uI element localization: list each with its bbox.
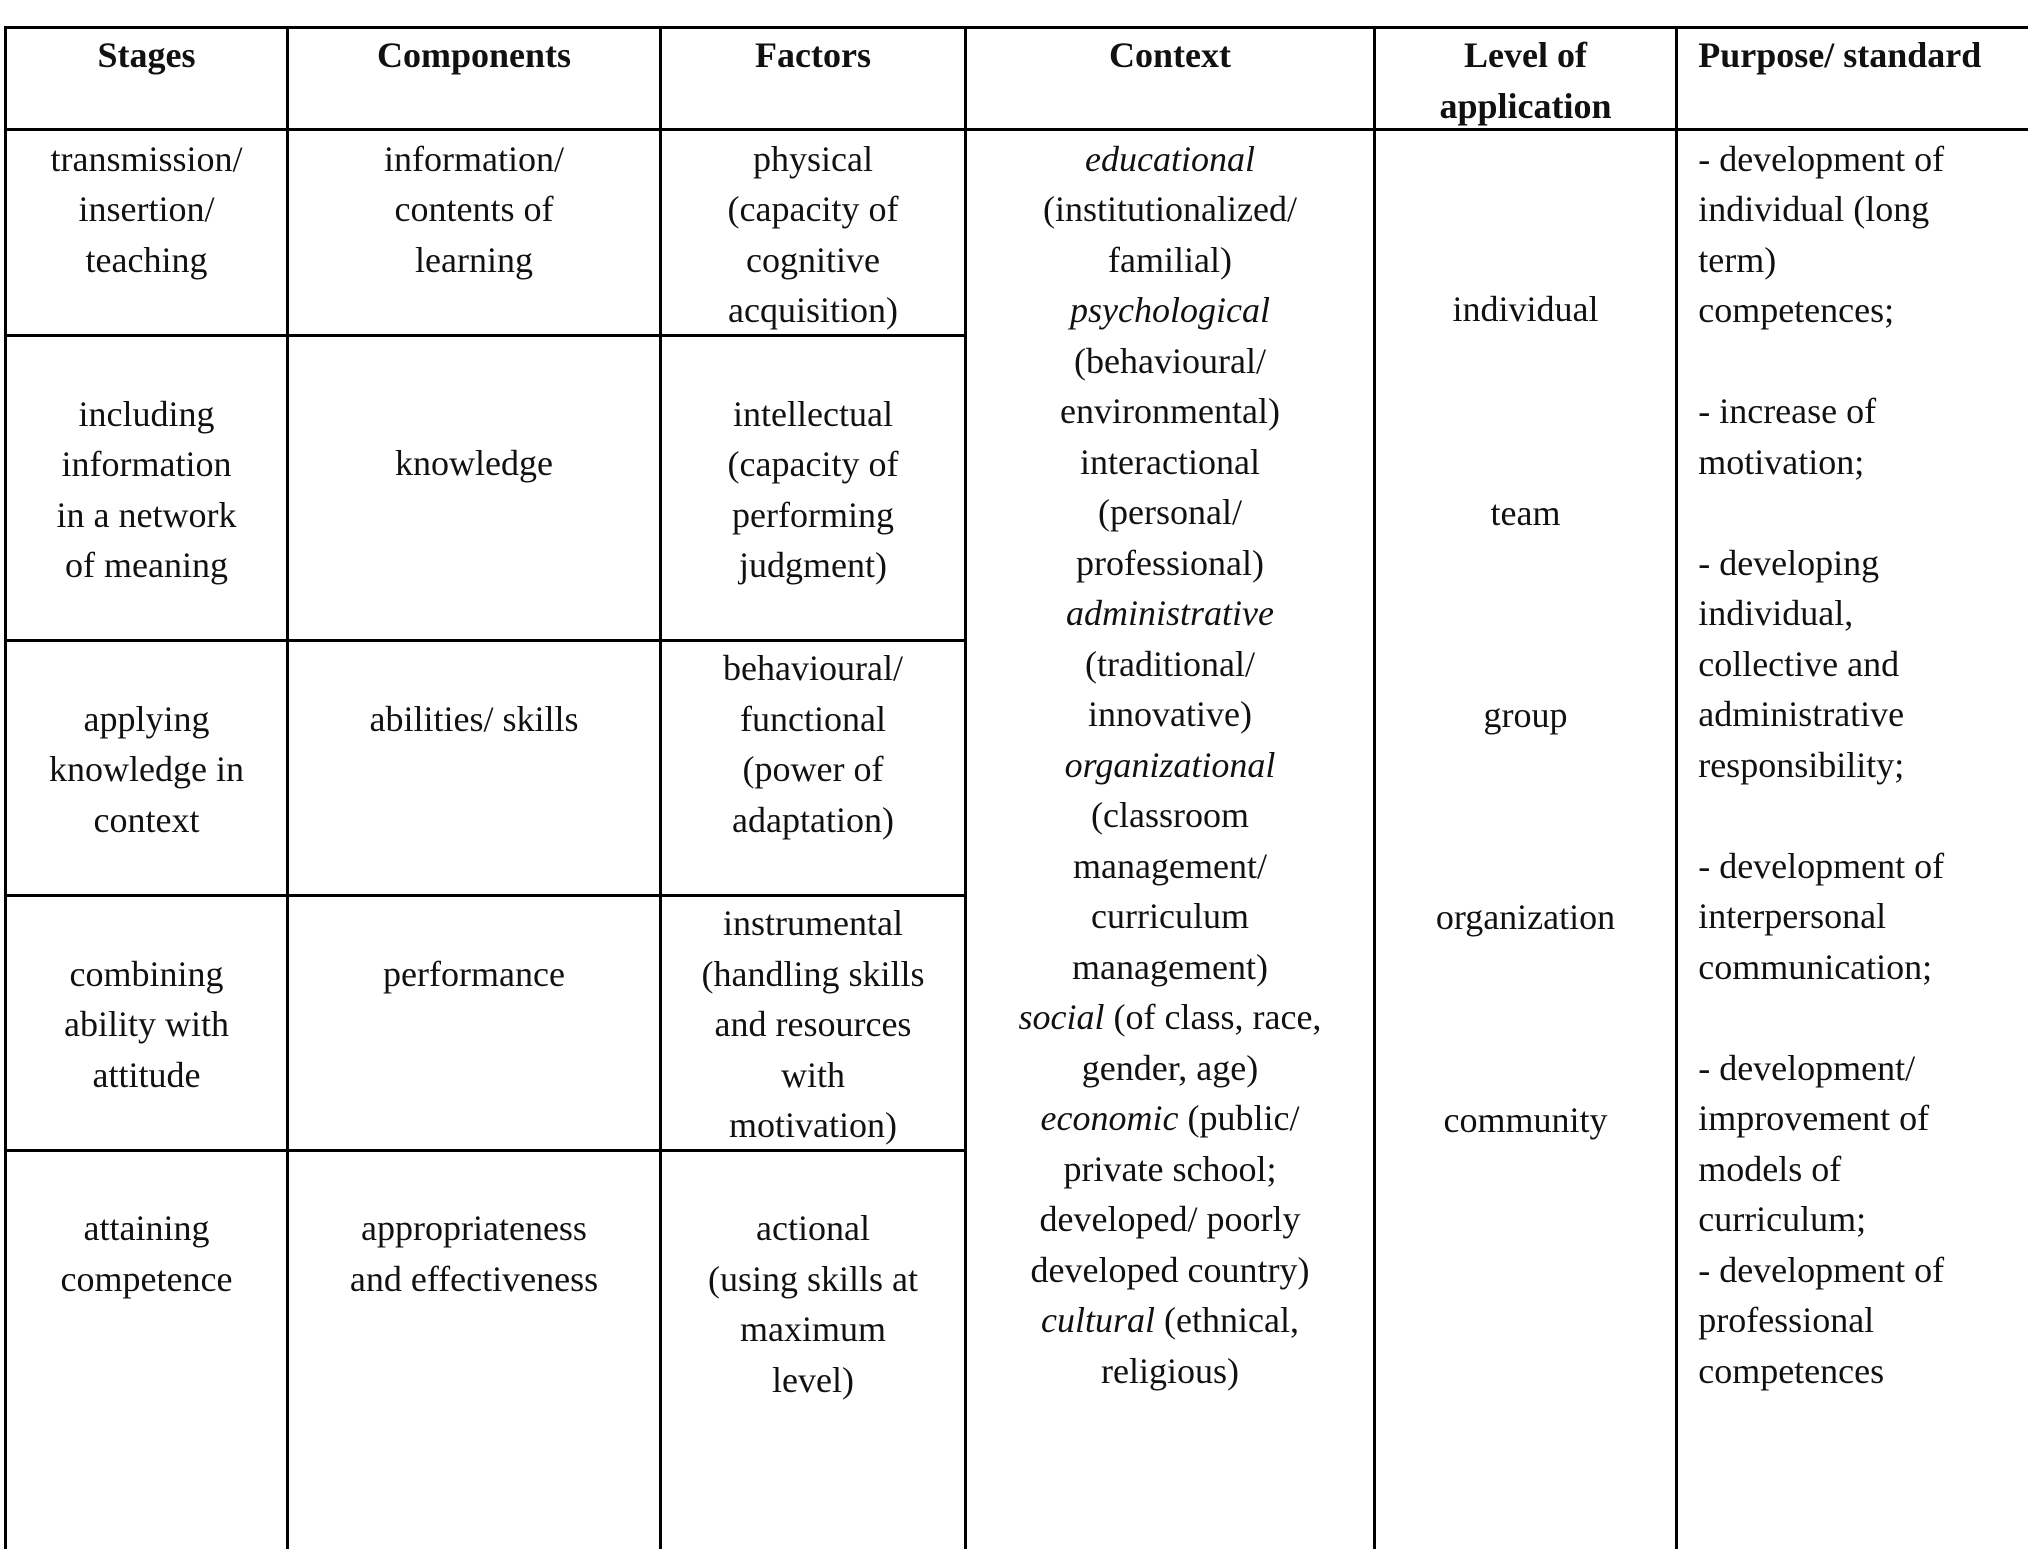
cell-text-line: appropriateness: [361, 1208, 587, 1249]
context-detail: (institutionalized/: [1043, 189, 1297, 230]
component-cell: [289, 1203, 659, 1304]
cell-text-line: interpersonal: [1698, 896, 1887, 937]
stage-cell: [7, 949, 286, 1101]
context-category: economic: [1040, 1098, 1179, 1139]
context-line: [967, 487, 1373, 538]
cell-text-line: Context: [1109, 35, 1231, 76]
cell-text-line: competences;: [1698, 290, 1895, 331]
context-detail: familial): [1108, 239, 1232, 280]
context-detail: religious): [1101, 1350, 1239, 1391]
cell-text-line: knowledge: [395, 442, 553, 483]
context-line: [967, 1144, 1373, 1195]
level-item: organization: [1435, 896, 1616, 937]
context-line: [967, 891, 1373, 942]
cell-text-line: physical: [753, 138, 873, 179]
cell-text-line: application: [1439, 85, 1612, 126]
context-line: [967, 1043, 1373, 1094]
context-detail: (behavioural/: [1074, 340, 1266, 381]
cell-text-line: contents of: [394, 189, 554, 230]
context-detail: (of class, race,: [1104, 997, 1322, 1038]
cell-text-line: Factors: [755, 35, 871, 76]
context-detail: (classroom: [1091, 795, 1249, 836]
level-item: community: [1443, 1099, 1608, 1140]
cell-text-line: competence: [60, 1258, 233, 1299]
cell-text-line: individual (long: [1698, 189, 1930, 230]
cell-text-line: [1698, 336, 2028, 387]
context-line: [967, 588, 1373, 639]
cell-text-line: competences: [1698, 1350, 1885, 1391]
cell-text-line: - developing: [1698, 542, 1880, 583]
context-line: [967, 235, 1373, 286]
factor-cell: [662, 389, 964, 591]
cell-text-line: motivation): [729, 1105, 897, 1146]
context-line: [967, 1194, 1373, 1245]
context-detail: environmental): [1060, 391, 1280, 432]
cell-text-line: actional: [756, 1208, 870, 1249]
component-cell: [289, 949, 659, 1000]
cell-text-line: adaptation): [732, 799, 894, 840]
cell-text-line: (capacity of: [727, 189, 899, 230]
context-line: [967, 285, 1373, 336]
stage-cell: [7, 389, 286, 591]
cell-text-line: information: [61, 444, 232, 485]
factor-cell: [662, 134, 964, 336]
context-line: [967, 689, 1373, 740]
context-line: [967, 1245, 1373, 1296]
context-category: organizational: [1064, 744, 1276, 785]
context-line: [967, 639, 1373, 690]
cell-text-line: responsibility;: [1698, 744, 1905, 785]
context-detail: gender, age): [1081, 1047, 1259, 1088]
cell-text-line: and effectiveness: [349, 1258, 599, 1299]
context-line: [967, 538, 1373, 589]
component-cell: [289, 134, 659, 286]
cell-text-line: (power of: [742, 749, 884, 790]
cell-text-line: Level of: [1464, 35, 1587, 76]
context-detail: developed country): [1030, 1249, 1310, 1290]
context-detail: (ethnical,: [1155, 1300, 1299, 1341]
cell-text-line: Components: [376, 35, 572, 76]
cell-text-line: ability with: [64, 1004, 229, 1045]
level-item: team: [1490, 493, 1561, 534]
context-category: social: [1018, 997, 1105, 1038]
context-detail: curriculum: [1091, 896, 1249, 937]
context-line: [967, 134, 1373, 185]
cell-text-line: improvement of: [1698, 1098, 1930, 1139]
context-line: [967, 841, 1373, 892]
cell-text-line: and resources: [714, 1004, 912, 1045]
context-line: [967, 740, 1373, 791]
cell-text-line: functional: [740, 698, 886, 739]
context-line: [967, 184, 1373, 235]
cell-text-line: judgment): [739, 545, 887, 586]
stage-cell: [7, 1203, 286, 1304]
context-line: [967, 1295, 1373, 1346]
cell-text-line: curriculum;: [1698, 1199, 1867, 1240]
cell-text-line: [1698, 487, 2028, 538]
cell-text-line: context: [93, 799, 200, 840]
cell-text-line: Stages: [97, 35, 196, 76]
context-line: [967, 942, 1373, 993]
context-line: [967, 437, 1373, 488]
cell-text-line: [1698, 790, 2028, 841]
cell-text-line: term): [1698, 239, 1777, 280]
cell-text-line: in a network: [56, 494, 237, 535]
component-cell: [289, 694, 659, 745]
context-category: administrative: [1066, 593, 1274, 634]
stage-cell: [7, 134, 286, 286]
header-bottom-border: [5, 128, 2028, 131]
cell-text-line: - development of: [1698, 138, 1945, 179]
context-category: educational: [1085, 138, 1255, 179]
cell-text-line: Purpose/ standard: [1698, 35, 1982, 76]
context-line: [967, 790, 1373, 841]
component-cell: [289, 438, 659, 489]
context-line: [967, 1346, 1373, 1397]
cell-text-line: including: [78, 393, 215, 434]
context-category: psychological: [1070, 290, 1270, 331]
cell-text-line: learning: [415, 239, 533, 280]
context-detail: management/: [1073, 845, 1267, 886]
context-detail: professional): [1076, 542, 1264, 583]
cell-text-line: combining: [69, 953, 224, 994]
cell-text-line: collective and: [1698, 643, 1900, 684]
context-detail: interactional: [1080, 441, 1260, 482]
row-divider: [5, 639, 967, 642]
column-divider: [1675, 26, 1678, 1549]
context-detail: management): [1072, 946, 1268, 987]
cell-text-line: - increase of: [1698, 391, 1877, 432]
context-line: [967, 386, 1373, 437]
cell-text-line: (using skills at: [707, 1258, 918, 1299]
context-detail: private school;: [1063, 1148, 1277, 1189]
context-detail: innovative): [1088, 694, 1252, 735]
cell-text-line: performing: [732, 494, 894, 535]
cell-text-line: maximum: [740, 1309, 886, 1350]
context-detail: (public/: [1178, 1098, 1300, 1139]
cell-text-line: insertion/: [78, 189, 215, 230]
cell-text-line: instrumental: [723, 903, 903, 944]
cell-text-line: intellectual: [733, 393, 893, 434]
stage-cell: [7, 694, 286, 846]
level-item: individual: [1452, 288, 1599, 329]
cell-text-line: information/: [384, 138, 564, 179]
header-components: [289, 30, 659, 81]
cell-text-line: transmission/: [50, 138, 243, 179]
cell-text-line: (capacity of: [727, 444, 899, 485]
level-item: group: [1483, 695, 1568, 735]
factor-cell: [662, 898, 964, 1151]
cell-text-line: models of: [1698, 1148, 1842, 1189]
cell-text-line: communication;: [1698, 946, 1933, 987]
cell-text-line: administrative: [1698, 694, 1905, 735]
factor-cell: [662, 643, 964, 845]
cell-text-line: applying: [83, 698, 210, 739]
context-line: [967, 992, 1373, 1043]
cell-text-line: knowledge in: [49, 749, 244, 790]
cell-text-line: level): [772, 1359, 854, 1400]
cell-text-line: cognitive: [746, 239, 880, 280]
header-stages: [7, 30, 286, 81]
row-divider: [5, 894, 967, 897]
cell-text-line: professional: [1698, 1300, 1875, 1341]
context-line: [967, 336, 1373, 387]
context-cell: [967, 134, 1373, 1397]
context-detail: (personal/: [1098, 492, 1242, 533]
cell-text-line: - development of: [1698, 845, 1945, 886]
cell-text-line: attaining: [83, 1208, 210, 1249]
cell-text-line: with: [780, 1054, 845, 1095]
header-level-of-application: [1376, 30, 1675, 131]
purpose-cell: [1698, 134, 2028, 1397]
header-purpose-standard: [1698, 30, 2028, 81]
cell-text-line: [1698, 992, 2028, 1043]
header-factors: [662, 30, 964, 81]
cell-text-line: individual,: [1698, 593, 1854, 634]
cell-text-line: teaching: [85, 239, 208, 280]
cell-text-line: - development of: [1698, 1249, 1945, 1290]
cell-text-line: motivation;: [1698, 441, 1865, 482]
column-divider: [1373, 26, 1376, 1549]
cell-text-line: behavioural/: [723, 648, 903, 689]
cell-text-line: (handling skills: [701, 953, 925, 994]
context-line: [967, 1093, 1373, 1144]
cell-text-line: performance: [383, 953, 565, 994]
cell-text-line: of meaning: [65, 545, 228, 586]
context-category: cultural: [1041, 1300, 1156, 1341]
cell-text-line: - development/: [1698, 1047, 1916, 1088]
context-detail: developed/ poorly: [1039, 1199, 1301, 1240]
header-context: [967, 30, 1373, 81]
factor-cell: [662, 1203, 964, 1405]
cell-text-line: acquisition): [728, 290, 898, 331]
table-top-border: [5, 26, 2028, 29]
cell-text-line: abilities/ skills: [369, 698, 579, 739]
context-detail: (traditional/: [1085, 643, 1255, 684]
cell-text-line: attitude: [92, 1054, 201, 1095]
